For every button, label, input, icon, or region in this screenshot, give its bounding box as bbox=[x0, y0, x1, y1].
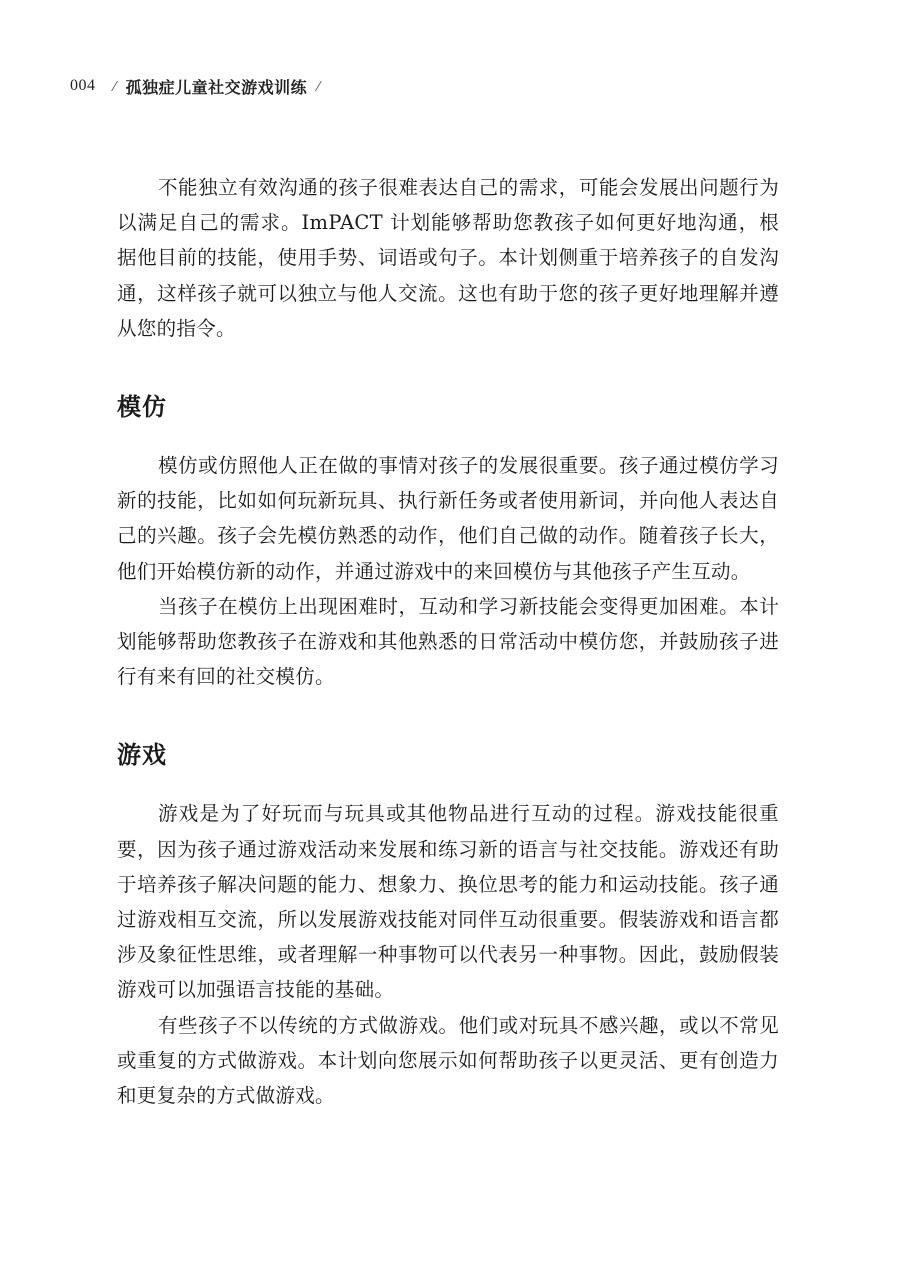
page-body bbox=[117, 170, 779, 1113]
imitation-paragraph-2: 当孩子在模仿上出现困难时，互动和学习新技能会变得更加困难。本计划能够帮助您教孩子在游戏和其他熟悉的日常活动中模仿您，并鼓励孩子进行有来有回的社交模仿。 bbox=[117, 594, 779, 689]
section-heading-imitation: 模仿 bbox=[117, 392, 167, 422]
book-title: 孤独症儿童社交游戏训练 bbox=[125, 77, 308, 97]
running-header bbox=[70, 74, 319, 98]
imitation-paragraph-1: 模仿或仿照他人正在做的事情对孩子的发展很重要。孩子通过模仿学习新的技能，比如如何玩新玩具、执行新任务或者使用新词，并向他人表达自己的兴趣。孩子会先模仿熟悉的动作，他们自己做的动作。随着孩子长大，他们开始模仿新的动作，并通过游戏中的来回模仿与其他孩子产生互动。 bbox=[117, 454, 779, 583]
header-separator: ⁄ bbox=[113, 79, 116, 95]
intro-paragraph: 不能独立有效沟通的孩子很难表达自己的需求，可能会发展出问题行为以满足自己的需求。ImPACT 计划能够帮助您教孩子如何更好地沟通，根据他目前的技能，使用手势、词语或句子。本计划侧重于培养孩子的自发沟通，这样孩子就可以独立与他人交流。这也有助于您的孩子更好地理解并遵从您的指令。 bbox=[117, 176, 779, 340]
section-heading-play: 游戏 bbox=[117, 740, 167, 770]
play-paragraph-2: 有些孩子不以传统的方式做游戏。他们或对玩具不感兴趣，或以不常见或重复的方式做游戏。本计划向您展示如何帮助孩子以更灵活、更有创造力和更复杂的方式做游戏。 bbox=[117, 1013, 779, 1108]
header-separator-end: ⁄ bbox=[317, 79, 320, 95]
page-number: 004 bbox=[70, 77, 96, 94]
play-paragraph-1: 游戏是为了好玩而与玩具或其他物品进行互动的过程。游戏技能很重要，因为孩子通过游戏活动来发展和练习新的语言与社交技能。游戏还有助于培养孩子解决问题的能力、想象力、换位思考的能力和运动技能。孩子通过游戏相互交流，所以发展游戏技能对同伴互动很重要。假装游戏和语言都涉及象征性思维，或者理解一种事物可以代表另一种事物。因此，鼓励假装游戏可以加强语言技能的基础。 bbox=[117, 802, 779, 1002]
